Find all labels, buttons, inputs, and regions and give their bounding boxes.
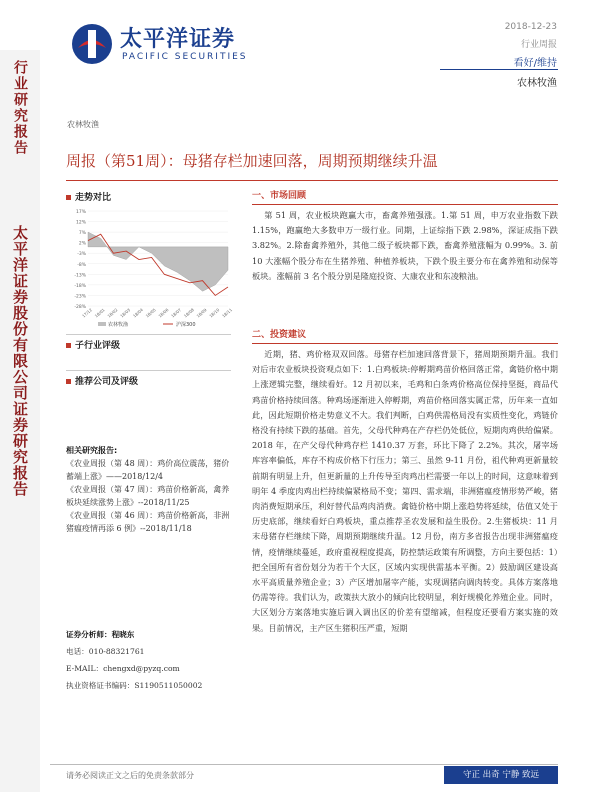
x-tick-label: 18/10: [208, 307, 221, 319]
y-tick-label: -3%: [77, 252, 86, 258]
title-rule: [66, 180, 558, 181]
footer-motto: [444, 766, 558, 784]
trend-chart: [66, 205, 234, 330]
related-item: 《农业周报（第 47 周）：鸡苗价格新高，禽养板块延续涨势上涨》--2018/11/25: [66, 485, 230, 507]
legend-swatch-agri: [98, 322, 106, 326]
x-tick-label: 18/11: [221, 307, 234, 319]
x-tick-label: 18/08: [182, 307, 195, 319]
footer-rule: [50, 764, 558, 765]
analyst-email: E-MAIL：chengxd@pyzq.com: [66, 664, 180, 673]
y-tick-label: -13%: [74, 273, 86, 279]
y-tick-label: -23%: [74, 294, 86, 300]
x-tick-label: 18/06: [157, 307, 170, 319]
footer-disclaimer: 请务必阅读正文之后的免责条款部分: [66, 771, 194, 780]
analyst-name: 程晓东: [111, 630, 135, 639]
section-body: 近期，猪、鸡价格双双回落。母猪存栏加速回落背景下，猪周期预期升温。我们对后市农业板块投资观点如下：1.白鸡板块:停孵期鸡苗价格回落正常，禽链价格中期上涨逻辑完整，继续看好。12 月初以来，毛鸡和白条鸡价格高位保持坚挺，商品代鸡苗价格持续回落。种鸡场逐渐进入停孵期，鸡苗价格回落实属正常，历年来一直如此，因此短期价格走势意义不大。我们判断，白鸡供需格局没有实质性变化，鸡链价格没有持续下跌的基础。首先，父母代种鸡在产存栏仍处低位，短期肉鸡供给偏紧。2018 年，在产父母代种鸡存栏 1410.37 万套，环比下降了 2.2%。其次，屠宰场库容率偏低，库存不构成价格下行压力；第三、虽然 9-11 月份，祖代种鸡更新量较前期有明显上升，但更新量的上升传导至肉鸡出栏需要一年以上的时间，这意味着到明年 4 季度肉鸡出栏持续偏紧格局不变；第四、需求端，非洲猪瘟疫情形势严峻，猪肉消费短期承压，利好替代品鸡肉消费。禽链价格中期上涨趋势将延续，估值又处于历史底部，继续看好白鸡板块，重点推荐圣农发展和益生股份。2.生猪板块：11 月末母猪存栏继续下降，周期预期继续升温。12 月份，南方多省报告出现非洲猪瘟疫情，疫情继续蔓延，政府重视程度提高，防控禁运政策有所调整，方向主要包括：1）把全国所有省份划分为若干个大区，区域内实现供需基本平衡。2）鼓励调区建设高水平高质量养殖企业；3）产区增加屠宰产能，实现调猪向调肉转变。具体方案落地仍需等待。我们认为，政策扶大放小的倾向比较明显，利好规模化养殖企业。同时，大区划分方案落地实施后调入调出区的价差有望缩减，但程度还要看方案实施的效果。目前情况，主产区生猪积压严重，短期: [252, 349, 558, 633]
legend-label-agri: 农林牧渔: [108, 322, 129, 328]
related-reports: [66, 444, 236, 535]
x-tick-label: 18/07: [170, 307, 183, 319]
recommend-heading: [66, 374, 138, 387]
section-title: 二、投资建议: [252, 330, 307, 340]
divider-1: [66, 334, 231, 335]
y-tick-label: 12%: [75, 220, 86, 226]
y-tick-label: 17%: [75, 210, 86, 215]
y-tick-label: -8%: [77, 262, 86, 268]
sub-rating-heading: [66, 338, 120, 351]
series-area-agri: [88, 232, 228, 291]
logo-en: PACIFIC SECURITIES: [122, 52, 248, 62]
y-tick-label: -18%: [74, 283, 86, 289]
y-tick-label: 2%: [78, 241, 86, 247]
report-date: 2018-12-23: [504, 22, 557, 32]
x-tick-label: 17/12: [81, 307, 94, 319]
related-item: 《农业周报（第 48 周）：鸡价高位震荡，猪价蓄端上涨》——2018/12/4: [66, 459, 230, 481]
analyst-phone: 电话：010-88321761: [66, 647, 145, 656]
square-icon: [66, 195, 71, 200]
logo-emblem-icon: [70, 22, 114, 66]
report-type: 行业周报: [520, 40, 557, 50]
section-review: [252, 188, 558, 284]
x-tick-label: 18/03: [119, 307, 132, 319]
header-rule: [440, 69, 558, 70]
section-advice: [252, 327, 558, 745]
trend-section: [66, 190, 231, 203]
recommend-title: 推荐公司及评级: [75, 377, 139, 387]
breadcrumb: 农林牧渔: [67, 120, 99, 129]
analyst-label: 证券分析师：: [66, 630, 112, 639]
x-tick-label: 18/02: [106, 307, 119, 319]
x-tick-label: 18/09: [195, 307, 208, 319]
related-title: 相关研究报告:: [66, 446, 118, 455]
legend-label-hs300: 沪深300: [176, 322, 196, 328]
section-body: 第 51 周，农业板块跑赢大市，畜禽养殖强涨。1.第 51 周，申万农业指数下跌 1.15%，跑赢绝大多数申万一级行业。同期，上证综指下跌 2.98%，深证成指下跌 3.82%。2.除畜禽养殖外，其他二级子板块都下跌，畜禽养殖涨幅为 0.99%。3. 前 10 大涨幅个股分布在生猪养殖、种植养板块，下跌个股主要分布在禽养殖和动保等板块。涨幅前 3 名个股分别是隆庭投资、大康农业和东凌粮油。: [252, 210, 558, 281]
y-tick-label: 7%: [78, 231, 86, 237]
page-title: 周报（第51周）：母猪存栏加速回落，周期预期继续升温: [66, 152, 438, 170]
motto-text: 守正 出奇 宁静 致远: [462, 770, 540, 780]
rating: 看好/维持: [513, 58, 557, 69]
section-title: 一、市场回顾: [252, 191, 307, 201]
analyst-license: 执业资格证书编码：S1190511050002: [66, 681, 203, 690]
divider-2: [66, 370, 231, 371]
y-tick-label: -28%: [74, 305, 86, 310]
logo: [70, 20, 260, 72]
logo-cn: 太平洋证券: [120, 27, 236, 52]
x-tick-label: 18/01: [93, 307, 106, 319]
x-tick-label: 18/05: [144, 307, 157, 319]
trend-title: 走势对比: [75, 193, 112, 203]
square-icon: [66, 343, 71, 348]
x-tick-label: 18/04: [131, 307, 144, 319]
industry: 农林牧渔: [517, 78, 557, 89]
sidebar-bottom-label: 太平洋证券股份有限公司证券研究报告: [11, 225, 29, 497]
analyst-block: [66, 628, 241, 692]
square-icon: [66, 379, 71, 384]
sidebar-top-label: 行业研究报告: [12, 60, 28, 156]
related-item: 《农业周报（第 46 周）：鸡苗价格新高，非洲猪瘟疫情再添 6 例》--2018/11/18: [66, 511, 230, 533]
sub-rating-title: 子行业评级: [75, 341, 121, 351]
